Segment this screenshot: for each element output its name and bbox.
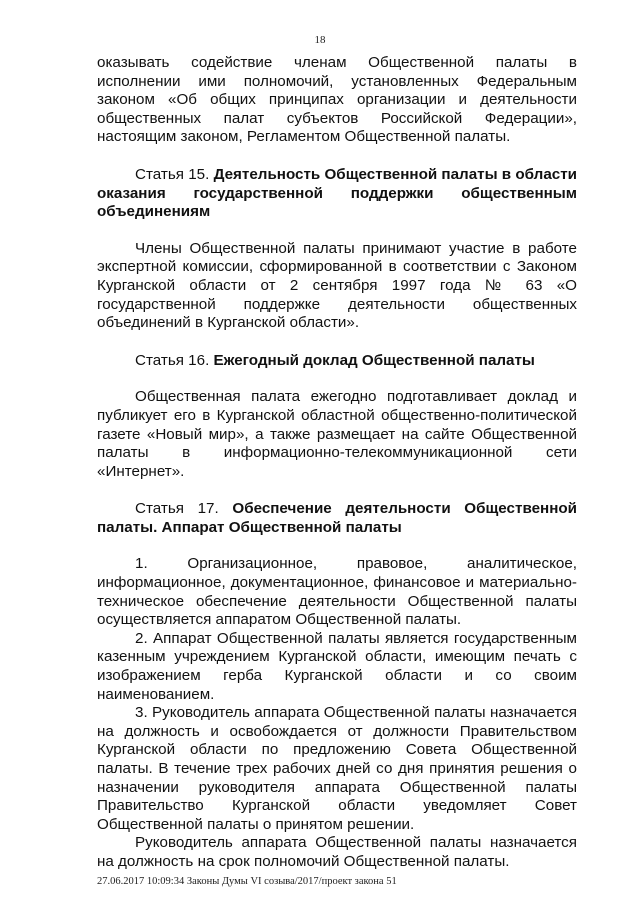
article-15-label: Статья 15. xyxy=(135,165,210,183)
article-17-label: Статья 17. xyxy=(135,500,219,518)
page-number: 18 xyxy=(314,34,326,46)
article-17-paragraph-3: 3. Руководитель аппарата Общественной палаты назначается на должность и освобождается от должности Правительством Курганской области по предложению Совета Общественной палаты. В течение трех рабочих дней со дня принятия решения о назначении руководителя аппарата Общественной палаты Правительство Курганской области уведомляет Совет Общественной палаты о принятом решении. xyxy=(97,704,577,833)
article-17-paragraph-2: 2. Аппарат Общественной палаты является государственным казенным учреждением Курганской области, имеющим печать с изображением герба Курганской области и со своим наименованием. xyxy=(97,629,577,703)
article-16-paragraph-1: Общественная палата ежегодно подготавливает доклад и публикует его в Курганской областной общественно-политической газете «Новый мир», а также размещает на сайте Общественной палаты в информационно-телекоммуникационной сети «Интернет». xyxy=(97,388,577,480)
article-15-title: Деятельность Общественной палаты в области оказания государственной поддержки общественным объединениям xyxy=(97,165,577,221)
article-17-heading xyxy=(97,500,577,537)
article-17-paragraph-1: 1. Организационное, правовое, аналитическое, информационное, документационное, финансовое и материально-техническое обеспечение деятельности Общественной палаты осуществляется аппаратом Общественной палаты. xyxy=(97,555,577,629)
document-body xyxy=(97,54,577,872)
article-16-title: Ежегодный доклад Общественной палаты xyxy=(213,351,535,369)
article-15-heading xyxy=(97,166,577,222)
footer-document-path: 27.06.2017 10:09:34 Законы Думы VI созыва/2017/проект закона 51 xyxy=(97,876,397,887)
article-17-paragraph-4: Руководитель аппарата Общественной палаты назначается на должность на срок полномочий Общественной палаты. xyxy=(97,834,577,870)
article-16-heading xyxy=(97,352,577,371)
article-15-paragraph-1: Члены Общественной палаты принимают участие в работе экспертной комиссии, сформированной в соответствии с Законом Курганской области от 2 сентября 1997 года № 63 «О государственной поддержке деятельности общественных объединений в Курганской области». xyxy=(97,239,577,332)
article-17-title: Обеспечение деятельности Общественной палаты. Аппарат Общественной палаты xyxy=(97,500,577,536)
article-16-label: Статья 16. xyxy=(135,351,210,369)
intro-paragraph: оказывать содействие членам Общественной палаты в исполнении ими полномочий, установленных Федеральным законом «Об общих принципах организации и деятельности общественных палат субъектов Российской Федерации», настоящим законом, Регламентом Общественной палаты. xyxy=(97,54,577,146)
